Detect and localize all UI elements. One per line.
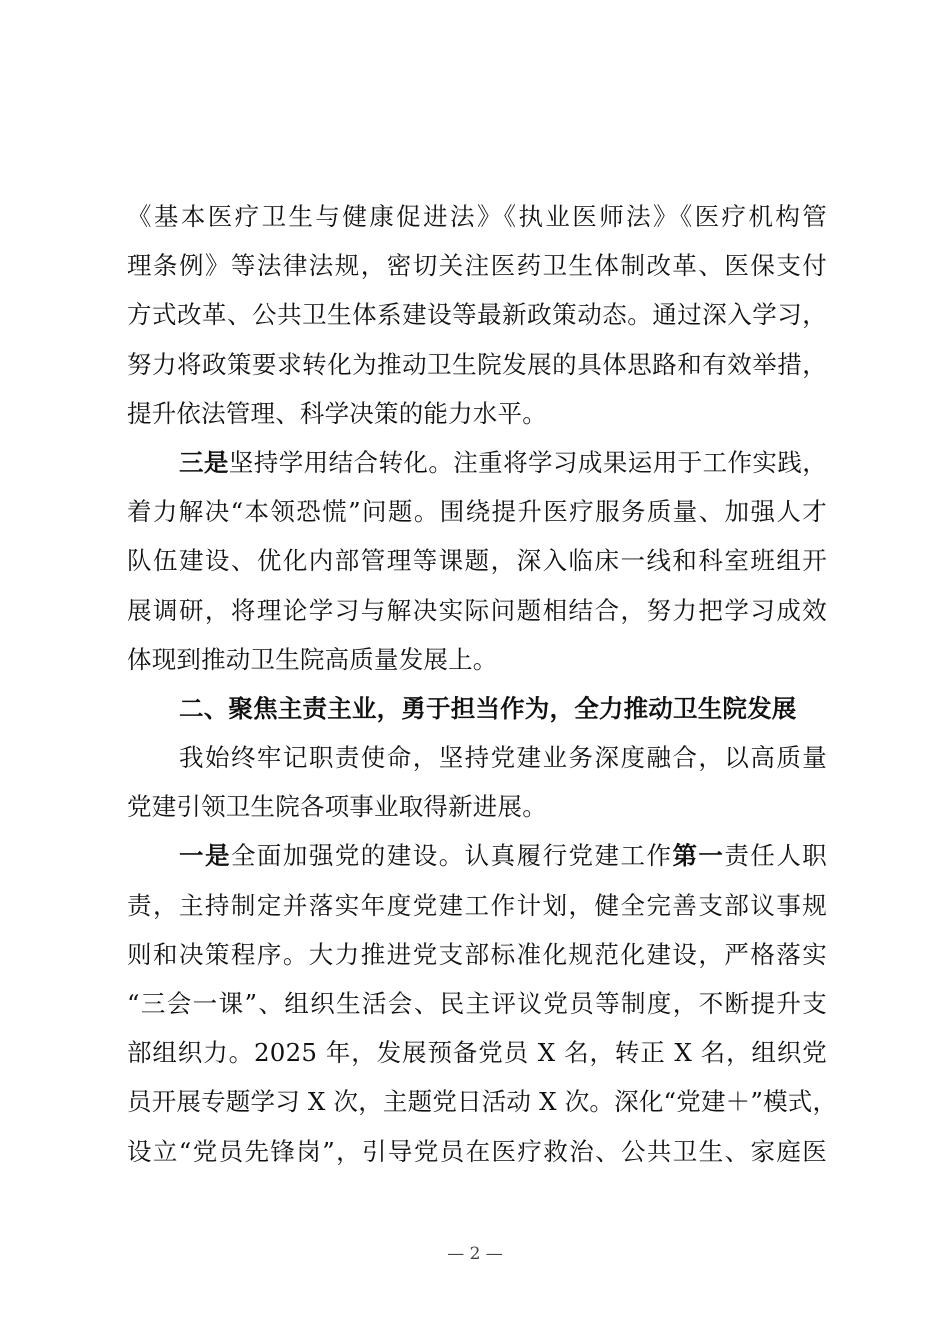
text-line: 我始终牢记职责使命，坚持党建业务深度融合，以高质量 — [179, 743, 827, 773]
text-line: 部组织力。2025 年，发展预备党员 X 名，转正 X 名，组织党 — [127, 1038, 827, 1068]
paragraph-text: 责任人职 — [724, 841, 827, 871]
text-line: 员开展专题学习 X 次，主题党日活动 X 次。深化“党建＋”模式， — [127, 1087, 838, 1117]
text-line: 体现到推动卫生院高质量发展上。 — [127, 644, 498, 674]
text-line: 提升依法管理、科学决策的能力水平。 — [127, 398, 547, 428]
text-line: 队伍建设、优化内部管理等课题，深入临床一线和科室班组开 — [127, 546, 827, 576]
text-line: 理条例》等法律法规，密切关注医药卫生体制改革、医保支付 — [127, 251, 827, 281]
page-number: — 2 — — [447, 1244, 503, 1264]
paragraph-one-first-line — [127, 831, 827, 880]
paragraph-three-first-line — [127, 438, 827, 487]
section-heading: 二、聚焦主责主业，勇于担当作为，全力推动卫生院发展 — [179, 693, 797, 723]
text-line: 展调研，将理论学习与解决实际问题相结合，努力把学习成效 — [127, 595, 827, 625]
text-line: 设立“党员先锋岗”，引导党员在医疗救治、公共卫生、家庭医 — [127, 1136, 827, 1166]
emphasis-text: 第一 — [672, 841, 725, 871]
text-line: 则和决策程序。大力推进党支部标准化规范化建设，严格落实 — [127, 939, 827, 969]
document-body — [127, 192, 838, 1176]
text-line: 方式改革、公共卫生体系建设等最新政策动态。通过深入学习， — [127, 300, 827, 330]
text-line: 《基本医疗卫生与健康促进法》《执业医师法》《医疗机构管 — [127, 202, 827, 231]
text-line: 党建引领卫生院各项事业取得新进展。 — [127, 792, 547, 822]
text-line: 努力将政策要求转化为推动卫生院发展的具体思路和有效举措， — [127, 349, 827, 379]
text-line: 着力解决“本领恐慌”问题。围绕提升医疗服务质量、加强人才 — [127, 497, 827, 527]
paragraph-lead: 三是 — [179, 447, 229, 477]
text-line: “三会一课”、组织生活会、民主评议党员等制度，不断提升支 — [127, 989, 827, 1018]
paragraph-text: 坚持学用结合转化。注重将学习成果运用于工作实践， — [228, 447, 827, 477]
paragraph-lead: 一是 — [179, 841, 231, 871]
text-line: 责，主持制定并落实年度党建工作计划，健全完善支部议事规 — [127, 890, 827, 920]
paragraph-text: 全面加强党的建设。认真履行党建工作 — [230, 841, 673, 871]
